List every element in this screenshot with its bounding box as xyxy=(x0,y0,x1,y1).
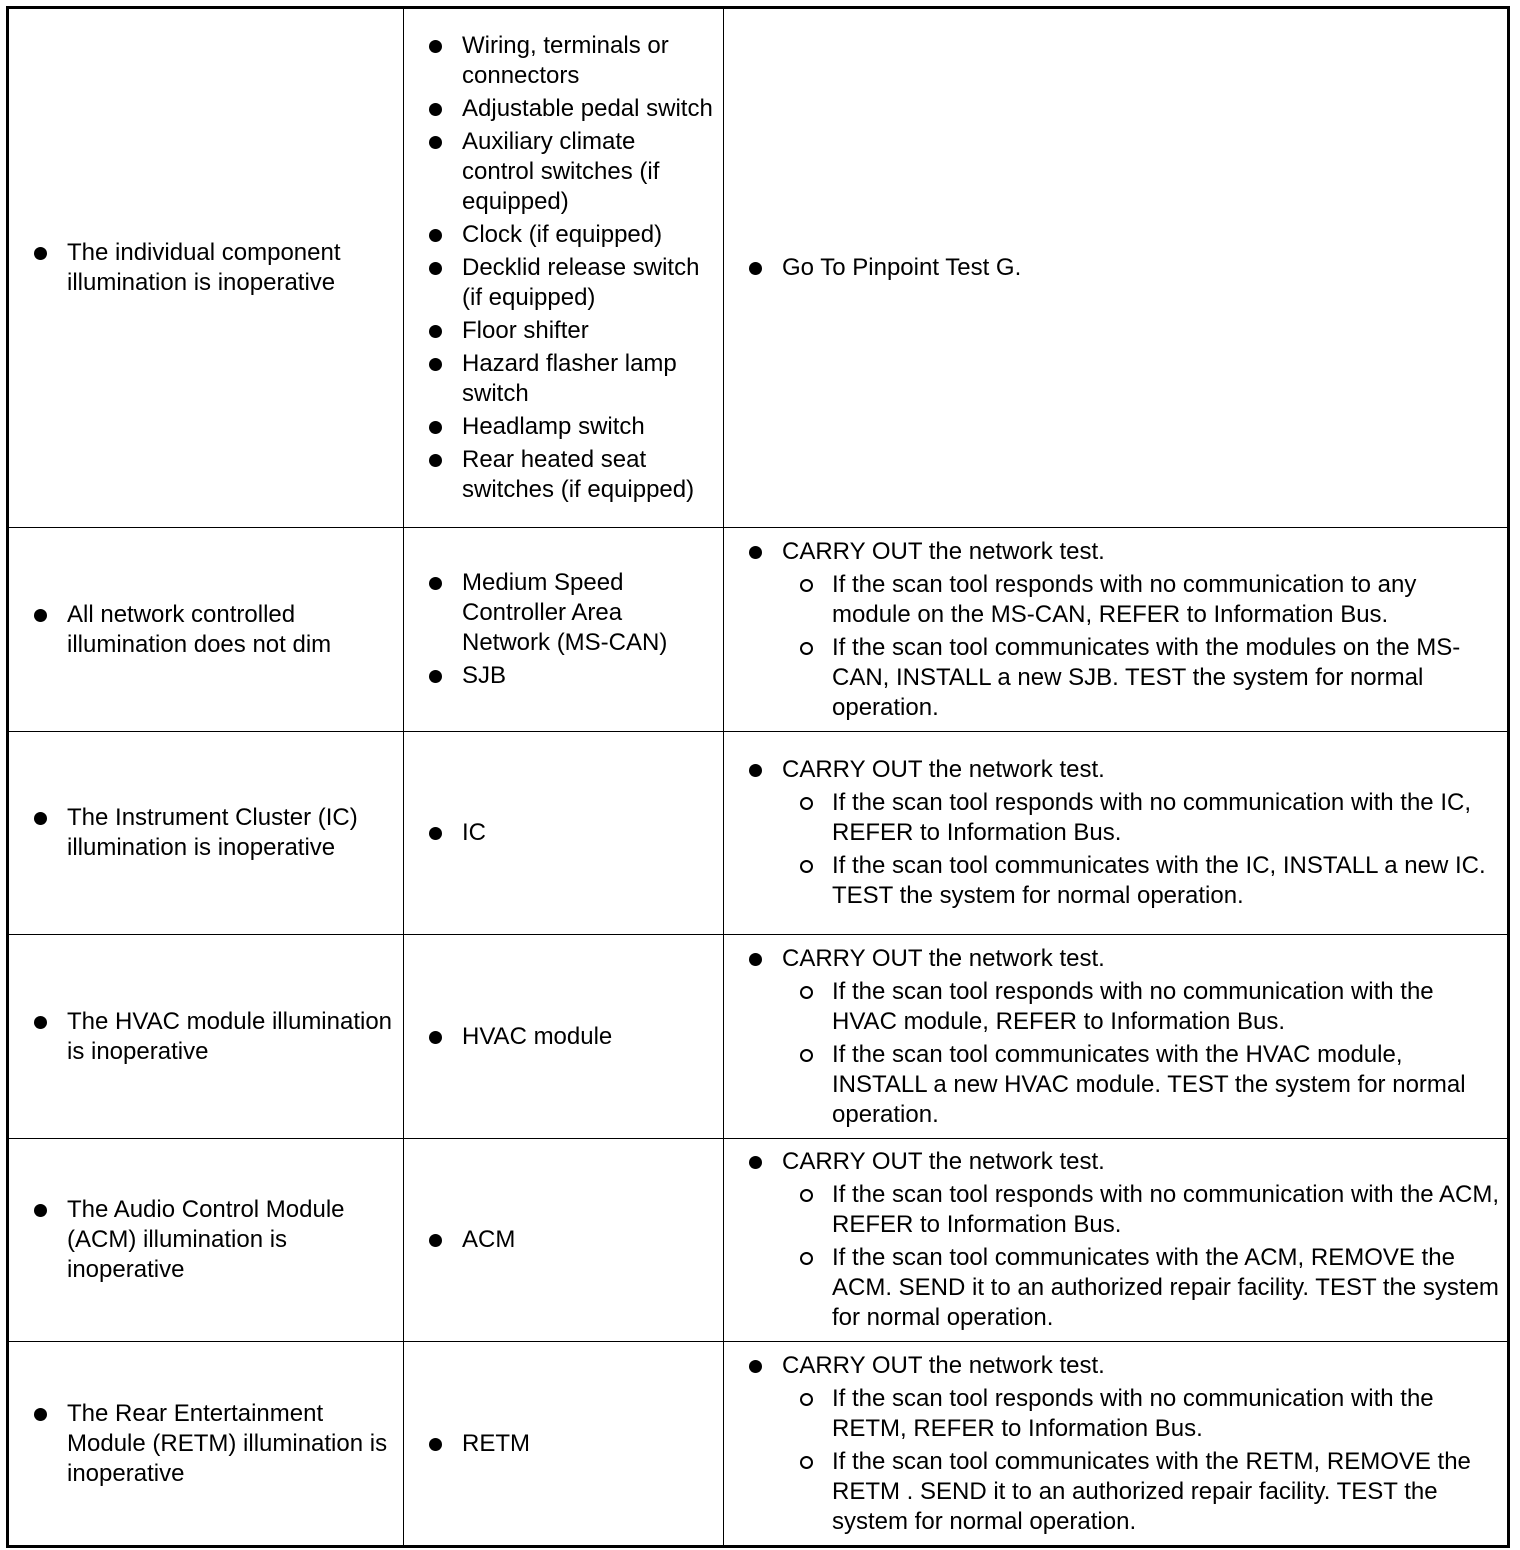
action-item xyxy=(724,755,1501,911)
table-row xyxy=(8,1139,1509,1342)
action-text: CARRY OUT the network test. xyxy=(782,756,1105,783)
possible-source-list xyxy=(404,568,723,691)
table-row xyxy=(8,528,1509,732)
condition-list xyxy=(9,1195,403,1285)
diagnosis-table-body xyxy=(8,8,1509,1547)
sub-action-item: If the scan tool communicates with the IC, INSTALL a new IC. TEST the system for normal operation. xyxy=(782,851,1501,911)
possible-source-item: ACM xyxy=(404,1225,713,1255)
action-list xyxy=(724,944,1501,1130)
condition-cell xyxy=(8,732,404,935)
possible-source-list xyxy=(404,1225,723,1255)
action-item xyxy=(724,537,1501,723)
action-cell xyxy=(724,1139,1509,1342)
possible-source-item: Medium Speed Controller Area Network (MS-CAN) xyxy=(404,568,713,658)
possible-source-item: RETM xyxy=(404,1429,713,1459)
sub-action-item: If the scan tool responds with no communication with the IC, REFER to Information Bus. xyxy=(782,788,1501,848)
action-cell xyxy=(724,528,1509,732)
possible-source-cell xyxy=(404,528,724,732)
sub-action-item: If the scan tool responds with no communication with the HVAC module, REFER to Information Bus. xyxy=(782,977,1501,1037)
sub-action-item: If the scan tool communicates with the RETM, REMOVE the RETM . SEND it to an authorized repair facility. TEST the system for normal operation. xyxy=(782,1447,1501,1537)
action-item xyxy=(724,253,1501,283)
possible-source-cell xyxy=(404,1139,724,1342)
action-cell xyxy=(724,8,1509,528)
condition-text: The Audio Control Module (ACM) illumination is inoperative xyxy=(9,1195,393,1285)
action-text: CARRY OUT the network test. xyxy=(782,1148,1105,1175)
action-text: CARRY OUT the network test. xyxy=(782,944,1105,972)
possible-source-list xyxy=(404,818,723,848)
action-cell xyxy=(724,935,1509,1139)
condition-cell xyxy=(8,1139,404,1342)
sub-action-item: If the scan tool communicates with the modules on the MS-CAN, INSTALL a new SJB. TEST the system for normal operation. xyxy=(782,633,1501,723)
possible-source-cell xyxy=(404,935,724,1139)
action-item xyxy=(724,1147,1501,1333)
action-cell xyxy=(724,732,1509,935)
sub-action-list xyxy=(782,977,1501,1130)
action-item xyxy=(724,944,1501,1130)
condition-text: The Rear Entertainment Module (RETM) illumination is inoperative xyxy=(9,1399,393,1489)
possible-source-item: IC xyxy=(404,818,713,848)
possible-source-item: Floor shifter xyxy=(404,316,713,346)
sub-action-list xyxy=(782,788,1501,911)
condition-text: The Instrument Cluster (IC) illumination is inoperative xyxy=(9,803,393,863)
possible-source-cell xyxy=(404,8,724,528)
condition-list xyxy=(9,1007,403,1067)
action-list xyxy=(724,1147,1501,1333)
action-item xyxy=(724,1351,1501,1537)
possible-source-item: HVAC module xyxy=(404,1022,713,1052)
possible-source-list xyxy=(404,31,723,505)
sub-action-item: If the scan tool responds with no communication to any module on the MS-CAN, REFER to Information Bus. xyxy=(782,570,1501,630)
table-row xyxy=(8,732,1509,935)
possible-source-item: Adjustable pedal switch xyxy=(404,94,713,124)
diagnosis-table xyxy=(6,6,1510,1548)
condition-list xyxy=(9,803,403,863)
action-cell xyxy=(724,1342,1509,1547)
possible-source-item: Decklid release switch (if equipped) xyxy=(404,253,713,313)
sub-action-item: If the scan tool communicates with the ACM, REMOVE the ACM. SEND it to an authorized repair facility. TEST the system for normal operation. xyxy=(782,1243,1501,1333)
condition-list xyxy=(9,1399,403,1489)
action-text: CARRY OUT the network test. xyxy=(782,537,1105,565)
sub-action-list xyxy=(782,570,1501,723)
condition-cell xyxy=(8,935,404,1139)
condition-list xyxy=(9,238,403,298)
condition-cell xyxy=(8,528,404,732)
possible-source-item: Auxiliary climate control switches (if equipped) xyxy=(404,127,713,217)
condition-list xyxy=(9,600,403,660)
sub-action-list xyxy=(782,1180,1501,1333)
sub-action-item: If the scan tool responds with no communication with the ACM, REFER to Information Bus. xyxy=(782,1180,1501,1240)
condition-text: All network controlled illumination does not dim xyxy=(9,600,393,660)
action-list xyxy=(724,253,1501,283)
action-text: CARRY OUT the network test. xyxy=(782,1351,1105,1379)
possible-source-item: Headlamp switch xyxy=(404,412,713,442)
table-row xyxy=(8,935,1509,1139)
sub-action-item: If the scan tool responds with no communication with the RETM, REFER to Information Bus. xyxy=(782,1384,1501,1444)
sub-action-item: If the scan tool communicates with the HVAC module, INSTALL a new HVAC module. TEST the system for normal operation. xyxy=(782,1040,1501,1130)
condition-cell xyxy=(8,1342,404,1547)
possible-source-cell xyxy=(404,1342,724,1547)
possible-source-list xyxy=(404,1022,723,1052)
action-list xyxy=(724,755,1501,911)
possible-source-list xyxy=(404,1429,723,1459)
condition-cell xyxy=(8,8,404,528)
possible-source-cell xyxy=(404,732,724,935)
action-list xyxy=(724,537,1501,723)
possible-source-item: SJB xyxy=(404,661,713,691)
possible-source-item: Clock (if equipped) xyxy=(404,220,713,250)
possible-source-item: Wiring, terminals or connectors xyxy=(404,31,713,91)
table-row xyxy=(8,1342,1509,1547)
action-list xyxy=(724,1351,1501,1537)
condition-text: The individual component illumination is inoperative xyxy=(9,238,393,298)
table-row xyxy=(8,8,1509,528)
sub-action-list xyxy=(782,1384,1501,1537)
condition-text: The HVAC module illumination is inoperative xyxy=(9,1007,393,1067)
action-text: Go To Pinpoint Test G. xyxy=(782,254,1022,281)
possible-source-item: Hazard flasher lamp switch xyxy=(404,349,713,409)
possible-source-item: Rear heated seat switches (if equipped) xyxy=(404,445,713,505)
